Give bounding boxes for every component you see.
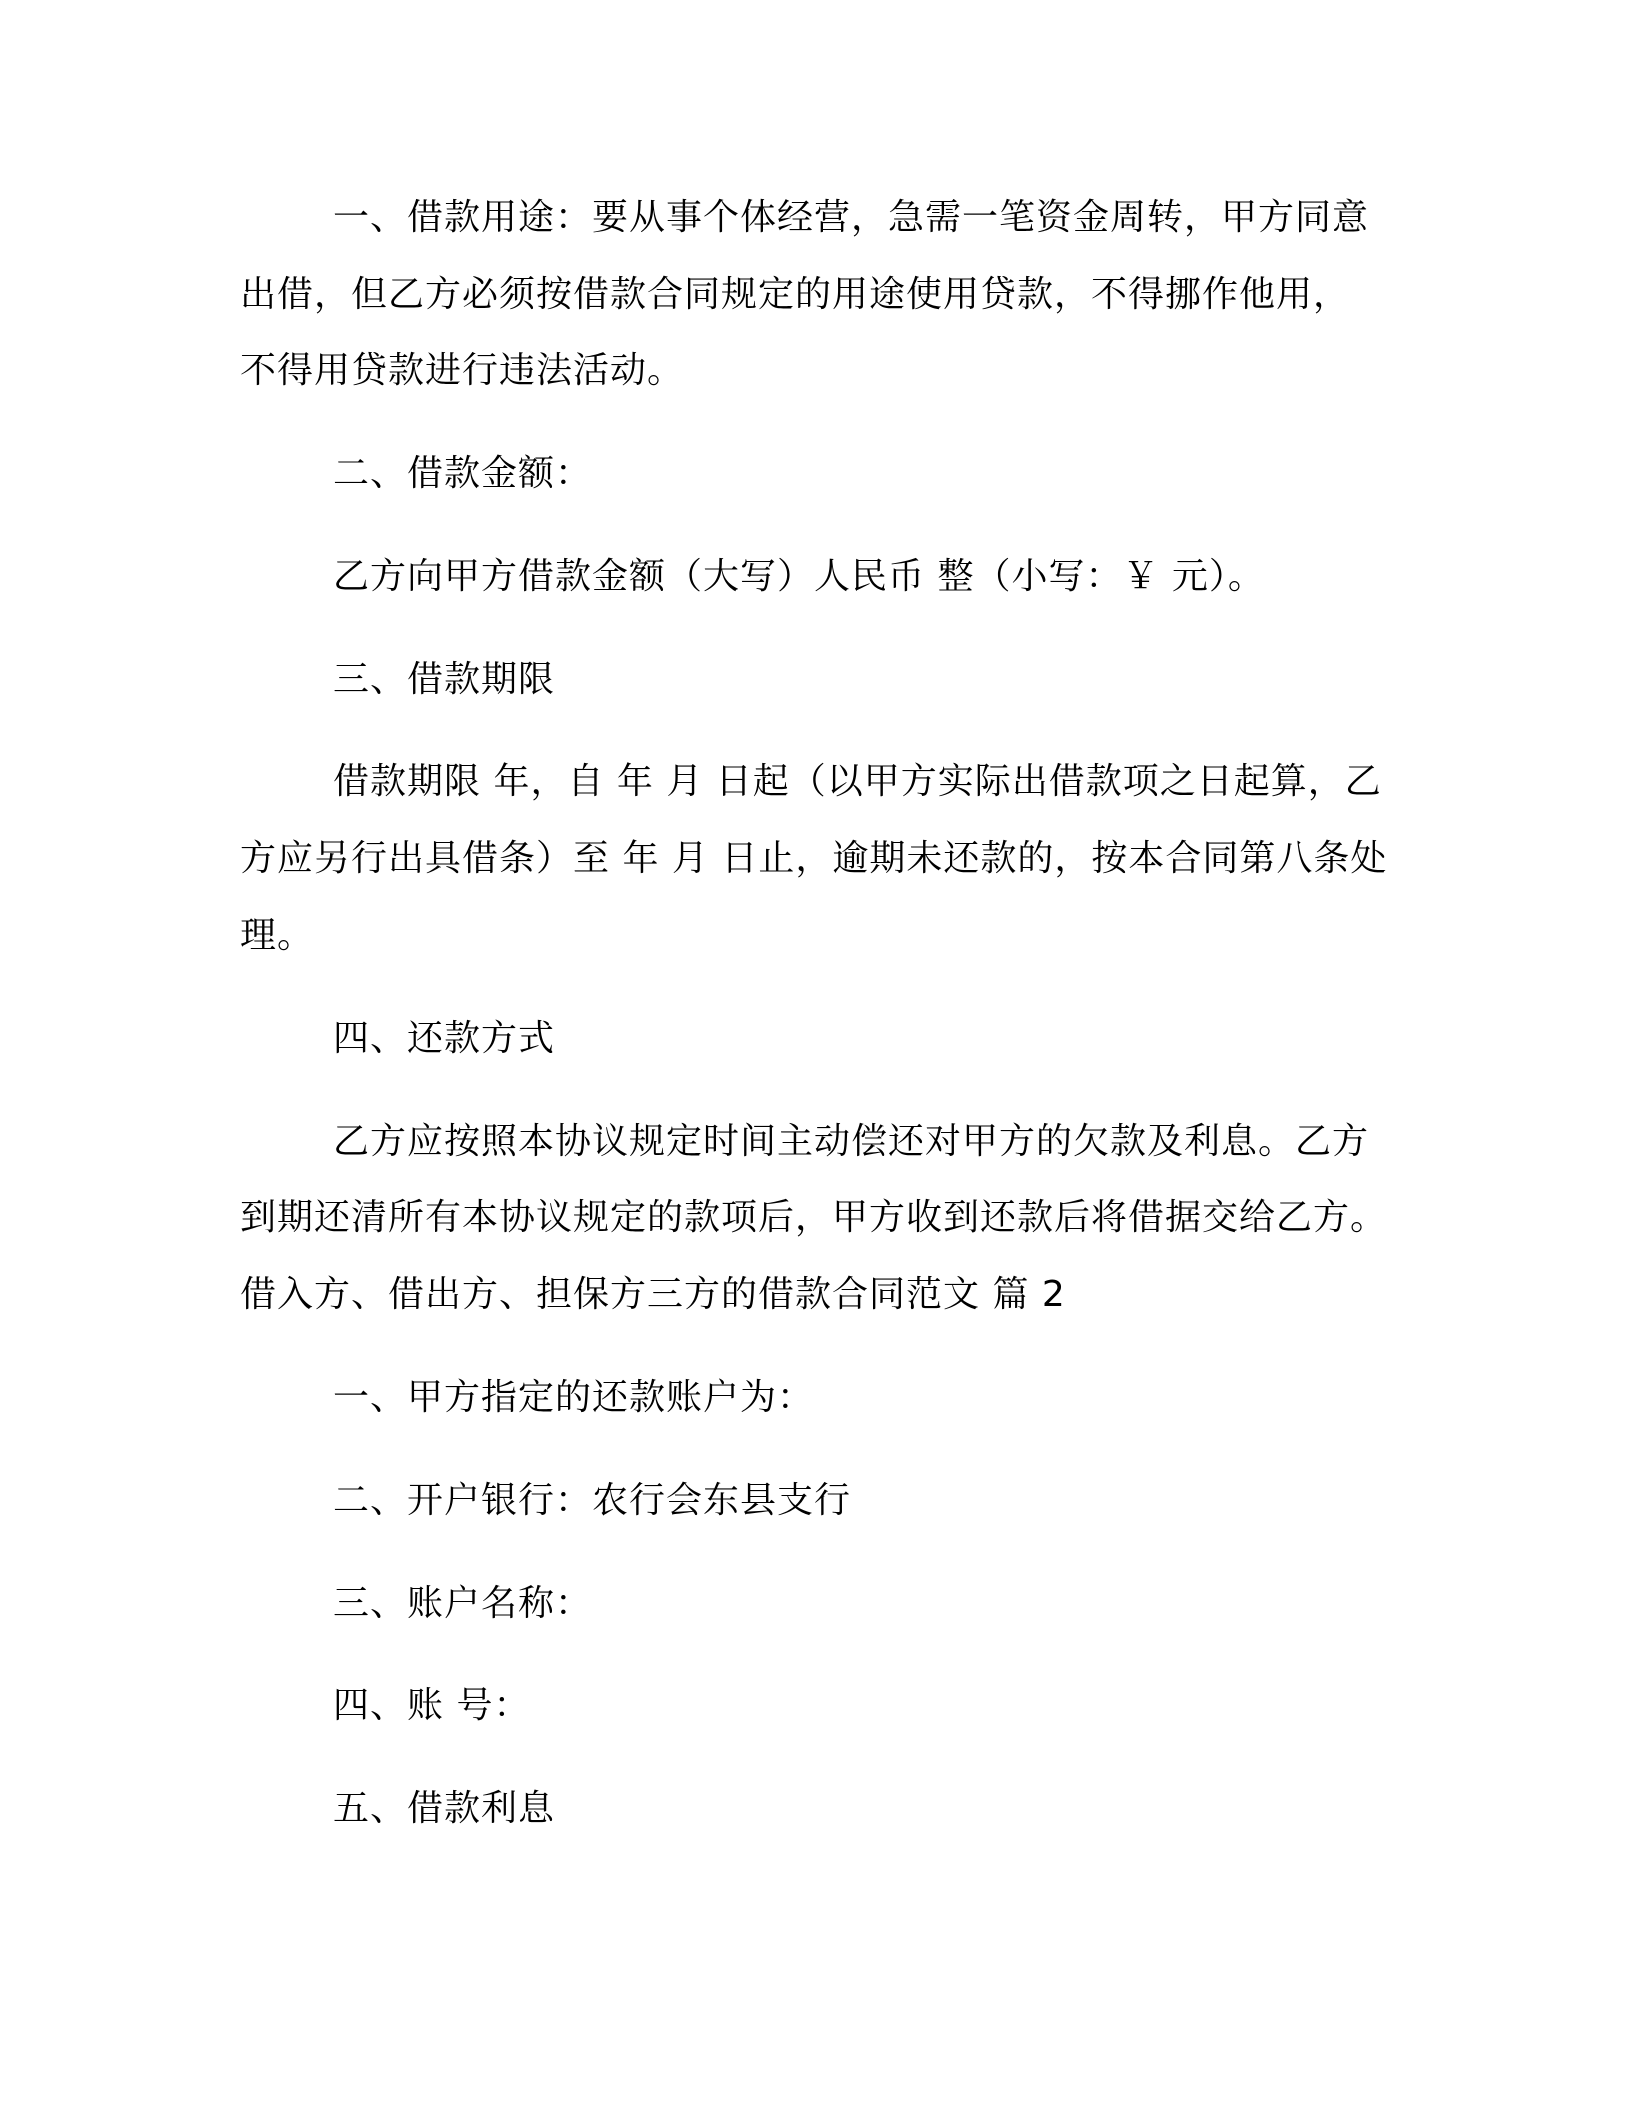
clause-4-repayment-line-2: 到期还清所有本协议规定的款项后，甲方收到还款后将借据交给乙方。 (240, 1197, 1388, 1238)
clause-4-heading: 四、还款方式 (333, 1018, 556, 1059)
clause-3-heading: 三、借款期限 (333, 659, 556, 700)
clause-4-repayment-line-1: 乙方应按照本协议规定时间主动偿还对甲方的欠款及利息。乙方 (333, 1121, 1370, 1162)
account-item-1: 一、甲方指定的还款账户为： (333, 1377, 815, 1418)
account-item-3-name: 三、账户名称： (333, 1583, 593, 1624)
account-item-2-bank: 二、开户银行：农行会东县支行 (333, 1480, 852, 1521)
clause-3-term-line-1: 借款期限 年，自 年 月 日起（以甲方实际出借款项之日起算，乙 (333, 761, 1382, 802)
clause-2-amount-text: 乙方向甲方借款金额（大写）人民币 整（小写：￥ 元）。 (333, 556, 1265, 597)
clause-3-term-line-2: 方应另行出具借条）至 年 月 日止，逾期未还款的，按本合同第八条处 (240, 838, 1388, 879)
account-item-4-number: 四、账 号： (333, 1685, 531, 1726)
clause-1-purpose-line-1: 一、借款用途：要从事个体经营，急需一笔资金周转，甲方同意 (333, 197, 1370, 238)
clause-2-heading: 二、借款金额： (333, 453, 593, 494)
clause-1-purpose-line-3: 不得用贷款进行违法活动。 (240, 350, 685, 391)
section-title-part-2: 借入方、借出方、担保方三方的借款合同范文 篇 2 (240, 1274, 1066, 1315)
account-item-5-interest: 五、借款利息 (333, 1788, 556, 1829)
clause-3-term-line-3: 理。 (240, 915, 315, 956)
clause-1-purpose-line-2: 出借，但乙方必须按借款合同规定的用途使用贷款，不得挪作他用， (240, 274, 1351, 315)
